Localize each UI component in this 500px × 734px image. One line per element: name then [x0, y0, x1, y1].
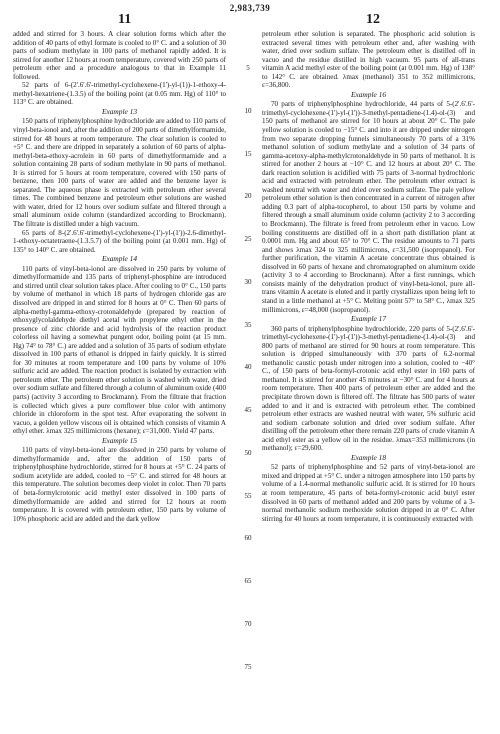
right-column	[262, 30, 475, 523]
example-heading: Example 14	[101, 254, 138, 264]
example-heading: Example 17	[350, 314, 387, 324]
paragraph: 150 parts of triphenylphosphine hydrochloride are added to 110 parts of vinyl-beta-ionol and, after the addition of 200 parts of dimethylformamide, stirred for 48 hours at room temperature. The clear solution is cooled to +5° C. and there are dripped in separately a solution of 60 parts of alpha-methyl-beta-ethoxy-acrolein in 60 parts of dimethylformamide and a solution containing 28 parts of sodium methylate in 90 parts of methanol. It is stirred for 5 hours at room temperature, covered with 150 parts of benzene, then 100 parts of water are added and the benzene layer is separated. The aqueous phase is extracted with petroleum ether several times. The combined benzene and petroleum ether solutions are washed with water, dried for 12 hours over sodium sulfate and filtered through a small aluminum oxide column (standardized according to Brockmann). The filtrate is distilled under a high vacuum.	[13, 117, 226, 229]
paragraph: 110 parts of vinyl-beta-ionol are dissolved in 250 parts by volume of dimethylformamide and, after the addition of 150 parts of triphenylphosphine hydrochloride, stirred for 8 hours at +5° C. 24 parts of sodium acetylide are added, cooled to −5° C. and stirred for 48 hours at this temperature. The solution becomes deep violet in color. Then 70 parts of beta-formylcrotonic acid methyl ester dissolved in 100 parts of dimethylformamide are added and stirred for 12 hours at room temperature. It is covered with petroleum ether, 150 parts by volume of 10% phosphoric acid are added and the dark yellow	[13, 446, 226, 523]
example-heading: Example 16	[350, 89, 387, 99]
left-column	[13, 30, 226, 523]
margin-line-number: 60	[244, 534, 252, 543]
paragraph: 110 parts of vinyl-beta-ionol are dissolved in 250 parts by volume of dimethylformamide and 135 parts of triphenyl-phosphine are introduced and stirred until clear solution takes place. After cooling to 0° C., 150 parts by volume of methanol in which 18 parts of hydrogen chloride gas are dissolved are dripped in and stirred for 8 hours at 0° C. Then 60 parts of alpha-methyl-gamma-ethoxy-crotonaldehyde (prepared by reaction of ethoxyglycolaldehyde diethyl acetal with propylene ethyl ether in the presence of zinc chloride and acid hydrolysis of the reaction product colorless oil having a somewhat pungent odor, boiling point (at 15 mm. Hg) 74° to 78° C.) are added and a solution of 35 parts of sodium ethylate dissolved in 100 parts of ethanol is dripped in fairly quickly. It is stirred for 30 minutes at room temperature and 100 parts by volume of 10% sulfuric acid are added. The reaction product is isolated by extraction with petroleum ether. The petroleum ether solution is washed with water, dried over sodium sulfate and filtered through a column of aluminum oxide (400 parts) (activity 3 according to Brockmann). From the filtrate that fraction is collected which gives a pure cornflower blue color with antimony chloride in chloroform in the spot test. After evaporating the solvent in vacuo, a golden yellow viscous oil is obtained which consists of vitamin A ethyl ether. λmax 325 millimicrons (hexane); ε=31,000. Yield 47 parts.	[13, 264, 226, 436]
margin-line-number: 35	[244, 320, 252, 329]
example-heading: Example 13	[101, 106, 138, 116]
example-heading: Example 15	[101, 435, 138, 445]
margin-line-number: 40	[244, 363, 252, 372]
margin-line-number: 65	[244, 577, 252, 586]
paragraph: petroleum ether solution is separated. The phosphoric acid solution is extracted several times with petroleum ether and, after washing with water, dried over sodium sulfate. The petroleum ether is distilled off in vacuo and the residue distilled in high vacuum. 95 parts of all-trans vitamin A acid methyl ester of the boiling point (at 0.001 mm. Hg) of 138° to 142° C. are obtained. λmax (methanol) 351 to 352 millimicrons, ε=36,800.	[262, 30, 475, 90]
paragraph: 52 parts of 6-(2'.6'.6'-trimethyl-cyclohexene-(1')-yl-(1))-1-ethoxy-4-methyl-hexatriene-(1.3.5) of the boiling point (at 0.05 mm. Hg) of 110° to 113° C. are obtained.	[13, 81, 226, 107]
right-page-number: 12	[366, 12, 380, 27]
left-page-number: 11	[118, 12, 132, 27]
paragraph: 65 parts of 8-(2'.6'.6'-trimethyl-cyclohexene-(1')-yl-(1'))-2.6-dimethyl-1-ethoxy-octatetraene-(1.3.5.7) of the boiling point (at 0.001 mm. Hg) of 135° to 140° C. are obtained.	[13, 228, 226, 254]
margin-line-number: 10	[244, 106, 252, 115]
margin-line-number: 25	[244, 235, 252, 244]
margin-line-number: 55	[244, 491, 252, 500]
paragraph: 360 parts of triphenylphosphine hydrochloride, 220 parts of 5-(2'.6'.6'-trimethyl-cyclohexene-(1')-yl-(1'))-3-methyl-pentadiene-(1.4)-ol-(3) and 800 parts of methanol are stirred for 90 hours at room temperature. This solution is dripped simultaneously with 370 parts of 6.2-normal methanolic caustic potash under nitrogen into a solution, cooled to −40° C., of 150 parts of beta-formyl-crotonic acid ethyl ester in 160 parts of methanol. It is stirred for another 45 minutes at −30° C. and for 4 hours at room temperature. Then 400 parts of petroleum ether are added and the precipitate thrown down is filtered off. The filtrate has 500 parts of water added to and it and is extracted with petroleum ether. The combined petroleum ether extracts are washed neutral with water, 5% sulfuric acid and sodium carbonate solution and dried over sodium sulfate. After distilling off the petroleum ether there remain 220 parts of crude vitamin A acid ethyl ester as a yellow oil in the residue. λmax=353 millimicrons (in methanol); ε=29,600.	[262, 324, 475, 453]
margin-line-number: 50	[244, 448, 252, 457]
margin-line-number: 70	[244, 619, 252, 628]
margin-line-number: 75	[244, 662, 252, 671]
margin-line-number: 30	[244, 277, 252, 286]
margin-line-number: 5	[246, 64, 250, 73]
margin-line-number: 20	[244, 192, 252, 201]
example-heading: Example 18	[350, 452, 387, 462]
margin-line-number: 15	[244, 149, 252, 158]
paragraph: 70 parts of triphenylphosphine hydrochloride, 44 parts of 5-(2'.6'.6'-trimethyl-cyclohexene-(1')-yl-(1'))-3-methyl-pentadiene-(1.4)-ol-(3) and 150 parts of methanol are stirred for 10 hours at about 20° C. The pale yellow solution is cooled to −15° C. and into it are dripped under nitrogen from two separate dropping funnels simultaneously 70 parts of a 31% methanol solution of sodium methylate and a solution of 34 parts of gamma-acetoxy-alpha-methylcrotonaldehyde in 50 parts of methanol. It is stirred for another 2 hours at −10° C. and 12 hours at about 20° C. The dark reaction solution is acidified with 75 parts of 3-normal hydrochloric acid and extracted with petroleum ether. The petroleum ether extract is washed neutral with water and dried over sodium sulfate. The pale yellow petroleum ether solution is then concentrated in a current of nitrogen after adding 0.3 part of alpha-tocopherol, to about 150 parts by volume and filtered through a small aluminum oxide column (activity 2 to 3 according to Brockmann). The filtrate is freed from petroleum ether in vacuo. Low boiling constituents are distilled off in a short path distillation plant at 0.0001 mm. Hg and about 65° to 70° C. The residue amounts to 71 parts and shows λmax 324 to 325 millimicrons, ε=31,500 (isopropanol). For further purification, the vitamin A acetate concentrate thus obtained is dissolved in 60 parts of hexane and chromatographed on aluminum oxide (activity 3 to 4 according to Brockmann). After a first runnings, which consists mainly of the dehydration product of vinyl-beta-ionol, pure all-trans vitamin A acetate is eluted and it partly crystallizes upon being left to stand in a little methanol at +5° C. Melting point 57° to 58° C., λmax 325 millimicrons, ε=48,000 (isopropanol).	[262, 100, 475, 314]
line-number-gutter	[237, 30, 259, 720]
paragraph: 52 parts of triphenylphosphine and 52 parts of vinyl-beta-ionol are mixed and dripped at +5° C. under a nitrogen atmosphere into 150 parts by volume of a 1.4-normal methanolic sulfuric acid. It is stirred for 10 hours at room temperature, 45 parts of beta-formyl-crotonic acid butyl ester dissolved in 60 parts of methanol added and 200 parts by volume of a 3-normal methanolic sodium methoxide solution dripped in at 0° C. After stirring for 40 hours at room temperature, it is continuously extracted with	[262, 463, 475, 523]
paragraph: added and stirred for 3 hours. A clear solution forms which after the addition of 40 parts of ethyl formate is cooled to 0° C. and a solution of 30 parts of sodium methylate in 100 parts of methanol rapidly added. It is stirred for another 12 hours at room temperature, covered with 250 parts of petroleum ether and a procedure analogous to that in Example 11 followed.	[13, 30, 226, 81]
patent-number: 2,983,739	[229, 3, 271, 13]
margin-line-number: 45	[244, 406, 252, 415]
